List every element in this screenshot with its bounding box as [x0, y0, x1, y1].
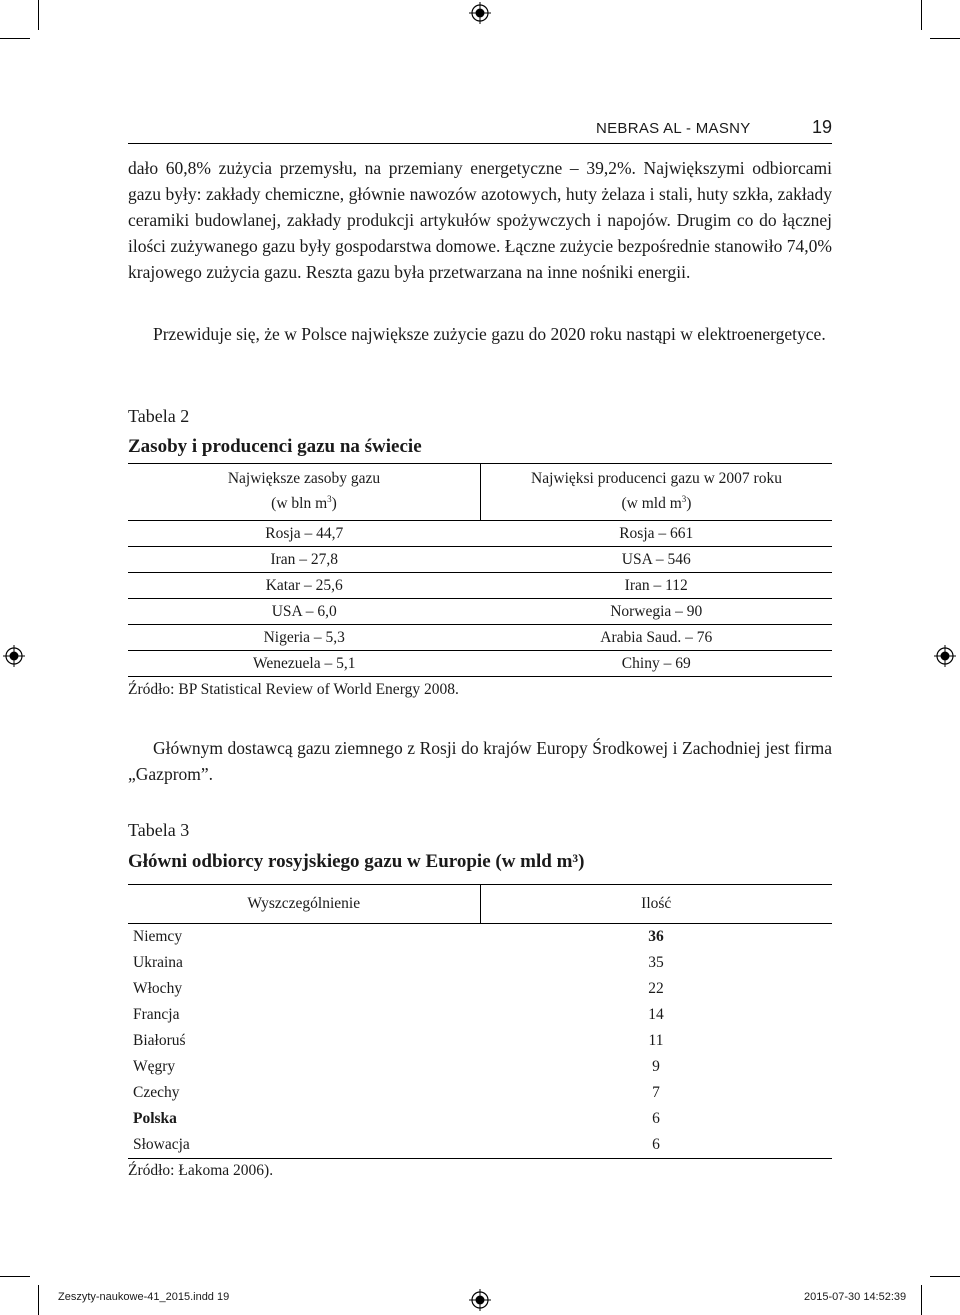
table-row: Katar – 25,6 Iran – 112 [128, 573, 832, 599]
registration-mark-icon [469, 2, 491, 24]
table-row: Białoruś 11 [133, 1032, 664, 1049]
paragraph-2: Przewiduje się, że w Polsce największe zużycie gazu do 2020 roku nastąpi w elektroenergetyce. [153, 324, 826, 344]
paragraph-1: dało 60,8% zużycia przemysłu, na przemiany energetyczne – 39,2%. Największymi odbiorcami gazu były: zakłady chemiczne, głównie nawozów azotowych, huty żelaza i stali, huty szkła, zakłady ceramiki budowlanej, zakłady produkcji artykułów spożywczych i napojów. Drugim co do łącznej ilości zużywanego gazu były gospodarstwa domowe. Łączne zużycie bezpośrednie stanowiło 74,0% krajowego zużycia gazu. Reszta gazu była przetwarzana na inne nośniki energii. [128, 158, 832, 282]
running-header [596, 117, 832, 138]
table3-col2-header: Ilość [480, 885, 832, 924]
table-row: Polska 6 [133, 1110, 660, 1127]
table3-col1-header: Wyszczególnienie [128, 885, 480, 924]
table2-source: Źródło: BP Statistical Review of World Energy 2008. [128, 681, 459, 698]
table-row: Rosja – 44,7 Rosja – 661 [128, 521, 832, 547]
table2-col2-header: Najwięksi producenci gazu w 2007 roku (w mld $m^3$) [481, 464, 833, 521]
table2-col1-header: Największe zasoby gazu (w bln $m^3$) [128, 464, 481, 521]
paragraph-3: Głównym dostawcą gazu ziemnego z Rosji do krajów Europy Środkowej i Zachodniej jest firma „Gazprom”. [128, 738, 832, 784]
crop-mark [0, 1276, 30, 1277]
crop-mark [0, 38, 30, 39]
registration-mark-icon [934, 645, 956, 667]
russian-gas-recipients-table [128, 884, 832, 1159]
crop-mark [38, 0, 39, 30]
crop-mark [38, 1285, 39, 1315]
crop-mark [921, 0, 922, 30]
page-number: 19 [811, 117, 832, 137]
gas-reserves-table [128, 463, 832, 677]
crop-mark [921, 1285, 922, 1315]
table-row: Francja 14 [133, 1006, 664, 1023]
footer-timestamp: 2015-07-30 14:52:39 [804, 1291, 907, 1303]
table-row: Wenezuela – 5,1 Chiny – 69 [128, 651, 832, 677]
table-row: Węgry 9 [133, 1058, 660, 1075]
table-row: Włochy 22 [133, 980, 664, 997]
table3-label: Tabela 3 [128, 820, 190, 840]
table-row: Słowacja 6 [128, 1132, 832, 1159]
header-author: NEBRAS AL - MASNY [596, 120, 751, 137]
table-row: USA – 6,0 Norwegia – 90 [128, 599, 832, 625]
table3-title: Główni odbiorcy rosyjskiego gazu w Europie (w mld m³) [128, 851, 585, 872]
table3-source: Źródło: Łakoma 2006). [128, 1162, 274, 1179]
table-row: Niemcy 36 [133, 928, 664, 945]
crop-mark [930, 1276, 960, 1277]
footer-filename: Zeszyty-naukowe-41_2015.indd 19 [58, 1291, 230, 1303]
registration-mark-icon [3, 645, 25, 667]
table-row: Nigeria – 5,3 Arabia Saud. – 76 [128, 625, 832, 651]
crop-mark [930, 38, 960, 39]
table2-label: Tabela 2 [128, 406, 190, 426]
registration-mark-icon [469, 1289, 491, 1311]
table-row: Ukraina 35 [133, 954, 664, 971]
table-row: Czechy 7 [133, 1084, 660, 1101]
header-rule [128, 143, 832, 144]
table-row: Iran – 27,8 USA – 546 [128, 547, 832, 573]
table2-title: Zasoby i producenci gazu na świecie [128, 436, 422, 457]
